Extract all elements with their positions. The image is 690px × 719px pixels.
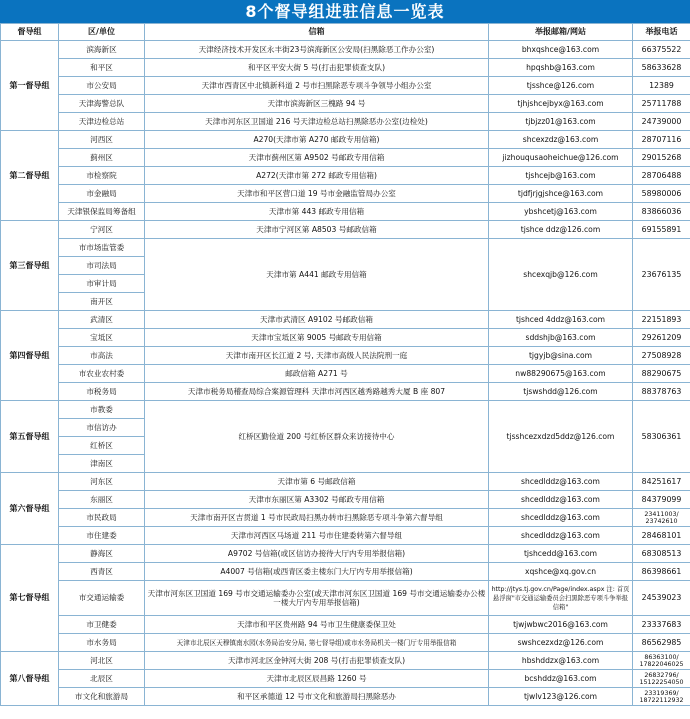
unit-cell: 河东区 [59,473,145,491]
unit-cell: 天津银保监局筹备组 [59,203,145,221]
email-cell[interactable]: tjshcejb@163.com [489,167,633,185]
email-cell[interactable]: bhxqshce@163.com [489,41,633,59]
email-cell[interactable]: tjbjzz01@163.com [489,113,633,131]
unit-cell: 市农业农村委 [59,365,145,383]
page-title: 8个督导组进驻信息一览表 [0,0,690,23]
phone-cell: 28706488 [633,167,690,185]
mailbox-cell: A4007 号信箱(或西青区委主楼东门大厅内专用举报信箱) [145,563,489,581]
table-row [1,563,690,581]
unit-cell: 市卫健委 [59,616,145,634]
email-cell[interactable]: nw88290675@163.com [489,365,633,383]
table-row [1,509,690,527]
email-cell[interactable]: shcedlddz@163.com [489,473,633,491]
header-email: 举报邮箱/网站 [489,24,633,41]
table-row [1,688,690,706]
unit-cell: 市交通运输委 [59,581,145,616]
phone-cell: 84251617 [633,473,690,491]
mailbox-cell: A9702 号信箱(或区信访办接待大厅内专用举报信箱) [145,545,489,563]
mailbox-cell: 邮政信箱 A271 号 [145,365,489,383]
phone-cell: 29015268 [633,149,690,167]
email-cell[interactable]: tjwlv123@126.com [489,688,633,706]
mailbox-cell: 天津市北辰区天穆镇南水园(水务局治安分局, 第七督导组)或市水务局机关一楼门厅专用举报信箱 [145,634,489,652]
header-mailbox: 信箱 [145,24,489,41]
phone-cell: 84379099 [633,491,690,509]
phone-cell: 28707116 [633,131,690,149]
table-row [1,239,690,257]
table-row [1,221,690,239]
header-group: 督导组 [1,24,59,41]
phone-cell: 27508928 [633,347,690,365]
mailbox-cell: 天津市蓟州区第 A9502 号邮政专用信箱 [145,149,489,167]
group-name: 第五督导组 [1,401,59,473]
email-cell[interactable]: tjshced 4ddz@163.com [489,311,633,329]
unit-cell: 西青区 [59,563,145,581]
mailbox-cell: 红桥区勤俭道 200 号红桥区群众来访接待中心 [145,401,489,473]
group-name: 第四督导组 [1,311,59,401]
phone-cell: 23319369/ 18722112932 [633,688,690,706]
phone-cell: 23676135 [633,239,690,311]
mailbox-cell: 天津市滨海新区三槐路 94 号 [145,95,489,113]
unit-cell: 市高法 [59,347,145,365]
email-cell[interactable]: ybshcetj@163.com [489,203,633,221]
unit-cell: 蓟州区 [59,149,145,167]
email-cell[interactable]: shcexqjb@126.com [489,239,633,311]
email-cell[interactable]: sddshjb@163.com [489,329,633,347]
group-name: 第一督导组 [1,41,59,131]
mailbox-cell: 和平区承德道 12 号市文化和旅游局扫黑除恶办 [145,688,489,706]
table-row [1,185,690,203]
phone-cell: 66375522 [633,41,690,59]
email-cell[interactable]: bcshddz@163.com [489,670,633,688]
mailbox-cell: 天津经济技术开发区永丰街23号滨海新区公安局(扫黑除恶工作办公室) [145,41,489,59]
mailbox-cell: 天津市河北区金钟河大街 208 号(打击犯罪侦查支队) [145,652,489,670]
email-cell[interactable]: hpqshb@163.com [489,59,633,77]
unit-cell: 宝坻区 [59,329,145,347]
table-row [1,95,690,113]
table-row [1,383,690,401]
unit-cell: 红桥区 [59,437,145,455]
email-cell[interactable]: shcedlddz@163.com [489,527,633,545]
table-row [1,616,690,634]
email-cell[interactable]: tjswshdd@126.com [489,383,633,401]
phone-cell: 88378763 [633,383,690,401]
table-row [1,401,690,419]
table-row [1,149,690,167]
group-name: 第七督导组 [1,545,59,652]
unit-cell: 市金融局 [59,185,145,203]
email-cell[interactable]: tjgyjb@sina.com [489,347,633,365]
unit-cell: 北辰区 [59,670,145,688]
phone-cell: 58633628 [633,59,690,77]
table-row [1,203,690,221]
table-row [1,581,690,616]
table-row [1,167,690,185]
mailbox-cell: 天津市第 A441 邮政专用信箱 [145,239,489,311]
email-cell[interactable]: xqshce@xq.gov.cn [489,563,633,581]
table-row [1,329,690,347]
mailbox-cell: 天津市南开区长江道 2 号, 天津市高级人民法院刑一庭 [145,347,489,365]
phone-cell: 24739000 [633,113,690,131]
email-cell[interactable]: shcexzdz@163.com [489,131,633,149]
unit-cell: 市审计局 [59,275,145,293]
mailbox-cell: 天津市宁河区第 A8503 号邮政信箱 [145,221,489,239]
unit-cell: 南开区 [59,293,145,311]
unit-cell: 河北区 [59,652,145,670]
unit-cell: 市检察院 [59,167,145,185]
table-row [1,59,690,77]
mailbox-cell: 天津市北辰区辰昌路 1260 号 [145,670,489,688]
website-cell[interactable]: http://jtys.tj.gov.cn/Page/index.aspx 注: 首页悬浮窗"市交通运输委员会扫黑除恶专项斗争举报信箱" [489,581,633,616]
email-cell[interactable]: jizhouqusaoheichue@126.com [489,149,633,167]
table-row [1,491,690,509]
phone-cell: 88290675 [633,365,690,383]
phone-cell: 26832796/ 15122254050 [633,670,690,688]
phone-cell: 86363100/ 17822046025 [633,652,690,670]
phone-cell: 58306361 [633,401,690,473]
phone-cell: 23337683 [633,616,690,634]
phone-cell: 69155891 [633,221,690,239]
header-row [1,24,690,41]
email-cell[interactable]: swshcezxdz@126.com [489,634,633,652]
mailbox-cell: 天津市西青区中北镇新科道 2 号市扫黑除恶专项斗争领导小组办公室 [145,77,489,95]
mailbox-cell: 天津市和平区贵州路 94 号市卫生健康委保卫处 [145,616,489,634]
unit-cell: 市税务局 [59,383,145,401]
unit-cell: 东丽区 [59,491,145,509]
email-cell[interactable]: tjshce ddz@126.com [489,221,633,239]
unit-cell: 市教委 [59,401,145,419]
group-name: 第二督导组 [1,131,59,221]
unit-cell: 市文化和旅游局 [59,688,145,706]
mailbox-cell: A272(天津市第 272 邮政专用信箱) [145,167,489,185]
email-cell[interactable]: tjsshcezxdzd5ddz@126.com [489,401,633,473]
unit-cell: 河西区 [59,131,145,149]
table-row [1,77,690,95]
unit-cell: 市住建委 [59,527,145,545]
email-cell[interactable]: hbshddzx@163.com [489,652,633,670]
phone-cell: 29261209 [633,329,690,347]
unit-cell: 市公安局 [59,77,145,95]
unit-cell: 市民政局 [59,509,145,527]
unit-cell: 津南区 [59,455,145,473]
info-table [0,23,690,706]
table-row [1,634,690,652]
mailbox-cell: 天津市第 443 邮政专用信箱 [145,203,489,221]
phone-cell: 28468101 [633,527,690,545]
table-row [1,311,690,329]
mailbox-cell: 天津市东丽区第 A3302 号邮政专用信箱 [145,491,489,509]
mailbox-cell: 天津市税务局稽查局综合案源管理科 天津市河西区越秀路越秀大厦 B 座 807 [145,383,489,401]
unit-cell: 市市场监管委 [59,239,145,257]
email-cell[interactable]: tjsshce@126.com [489,77,633,95]
phone-cell: 86562985 [633,634,690,652]
mailbox-cell: 天津市河西区马场道 211 号市住建委转第六督导组 [145,527,489,545]
email-cell[interactable]: tjhjshcejbyx@163.com [489,95,633,113]
unit-cell: 天津边检总站 [59,113,145,131]
mailbox-cell: 天津市河东区卫国道 216 号天津边检总站扫黑除恶办公室(边检处) [145,113,489,131]
mailbox-cell: A270(天津市第 A270 邮政专用信箱) [145,131,489,149]
phone-cell: 12389 [633,77,690,95]
mailbox-cell: 天津市宝坻区第 9005 号邮政专用信箱 [145,329,489,347]
email-cell[interactable]: shcedlddz@163.com [489,491,633,509]
unit-cell: 宁河区 [59,221,145,239]
phone-cell: 68308513 [633,545,690,563]
email-cell[interactable]: shcedlddz@163.com [489,509,633,527]
phone-cell: 24539023 [633,581,690,616]
group-name: 第六督导组 [1,473,59,545]
email-cell[interactable]: tjdfjrjgjshce@163.com [489,185,633,203]
table-row [1,652,690,670]
email-cell[interactable]: tjshcedd@163.com [489,545,633,563]
unit-cell: 市水务局 [59,634,145,652]
table-row [1,131,690,149]
phone-cell: 25711788 [633,95,690,113]
header-phone: 举报电话 [633,24,690,41]
mailbox-cell: 天津市武清区 A9102 号邮政信箱 [145,311,489,329]
phone-cell: 58980006 [633,185,690,203]
mailbox-cell: 和平区平安大街 5 号(打击犯罪侦查支队) [145,59,489,77]
header-unit: 区/单位 [59,24,145,41]
group-name: 第八督导组 [1,652,59,706]
phone-cell: 86398661 [633,563,690,581]
table-row [1,347,690,365]
mailbox-cell: 天津市南开区吉贯道 1 号市民政局扫黑办转市扫黑除恶专项斗争第六督导组 [145,509,489,527]
unit-cell: 市司法局 [59,257,145,275]
unit-cell: 和平区 [59,59,145,77]
mailbox-cell: 天津市第 6 号邮政信箱 [145,473,489,491]
table-row [1,41,690,59]
table-row [1,545,690,563]
table-row [1,527,690,545]
table-row [1,365,690,383]
phone-cell: 83866036 [633,203,690,221]
unit-cell: 静海区 [59,545,145,563]
unit-cell: 市信访办 [59,419,145,437]
mailbox-cell: 天津市和平区营口道 19 号市金融监管局办公室 [145,185,489,203]
unit-cell: 天津海警总队 [59,95,145,113]
unit-cell: 滨海新区 [59,41,145,59]
phone-cell: 23411003/ 23742610 [633,509,690,527]
mailbox-cell: 天津市河东区卫国道 169 号市交通运输委办公室(或天津市河东区卫国道 169 号市交通运输委办公楼一楼大厅内专用举报信箱) [145,581,489,616]
table-row [1,670,690,688]
group-name: 第三督导组 [1,221,59,311]
table-row [1,113,690,131]
table-row [1,473,690,491]
email-cell[interactable]: tjwjwbwc2016@163.com [489,616,633,634]
phone-cell: 22151893 [633,311,690,329]
unit-cell: 武清区 [59,311,145,329]
